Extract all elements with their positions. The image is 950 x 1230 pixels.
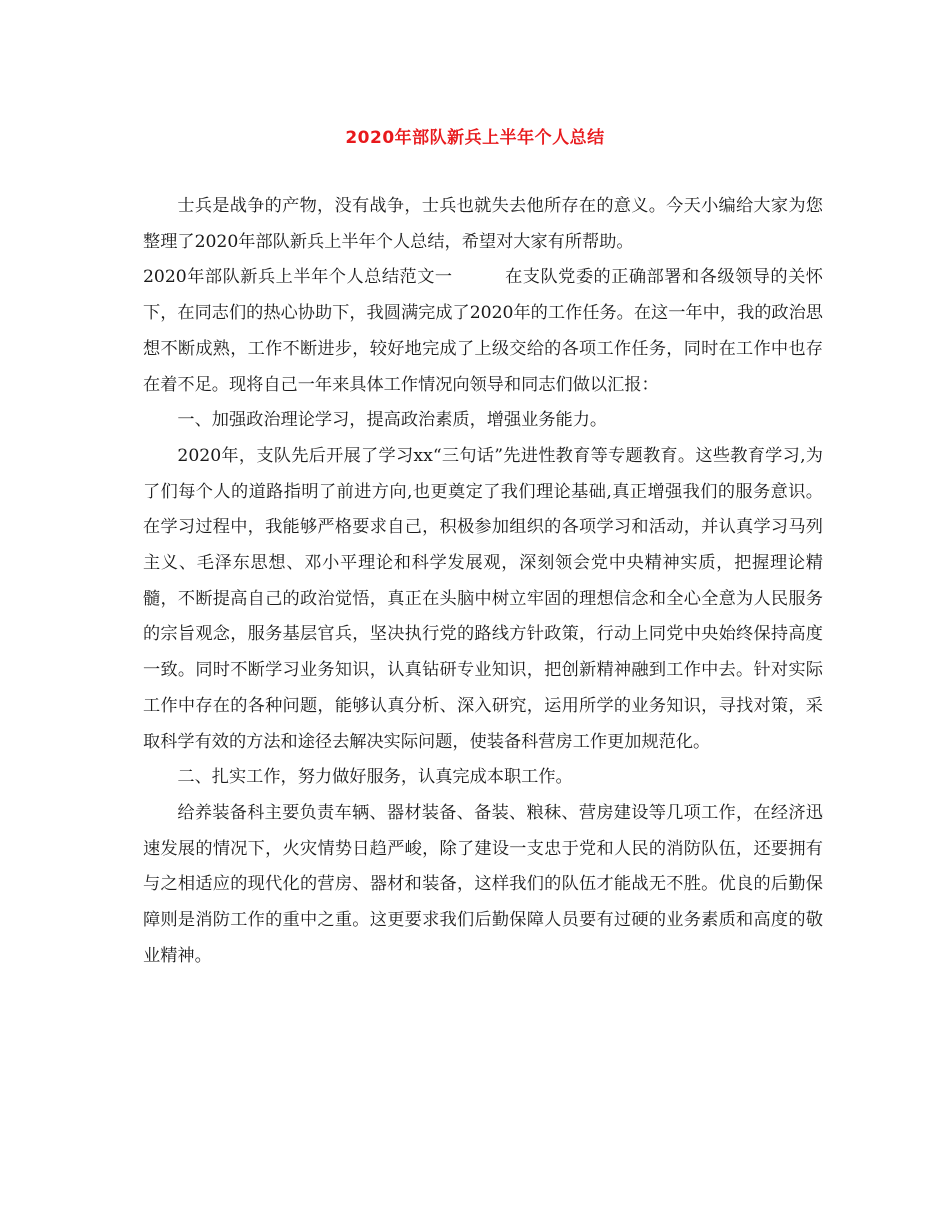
- section1-paragraph: 2020年，支队先后开展了学习xx“三句话”先进性教育等专题教育。这些教育学习,为了们每个人的道路指明了前进方向,也更奠定了我们理论基础,真正增强我们的服务意识。在学习过程中，我能够严格要求自己，积极参加组织的各项学习和活动，并认真学习马列主义、毛泽东思想、邓小平理论和科学发展观，深刻领会党中央精神实质，把握理论精髓，不断提高自己的政治觉悟，真正在头脑中树立牢固的理想信念和全心全意为人民服务的宗旨观念，服务基层官兵，坚决执行党的路线方针政策，行动上同党中央始终保持高度一致。同时不断学习业务知识，认真钻研专业知识，把创新精神融到工作中去。针对实际工作中存在的各种问题，能够认真分析、深入研究，运用所学的业务知识，寻找对策，采取科学有效的方法和途径去解决实际问题，使装备科营房工作更加规范化。: [143, 445, 823, 752]
- intro-paragraph: 士兵是战争的产物，没有战争，士兵也就失去他所存在的意义。今天小编给大家为您整理了2020年部队新兵上半年个人总结，希望对大家有所帮助。: [143, 196, 823, 252]
- section2-paragraph: 给养装备科主要负责车辆、器材装备、备装、粮秣、营房建设等几项工作，在经济迅速发展的情况下，火灾情势日趋严峻，除了建设一支忠于党和人民的消防队伍，还要拥有与之相适应的现代化的营房、器材和装备，这样我们的队伍才能战无不胜。优良的后勤保障则是消防工作的重中之重。这更要求我们后勤保障人员要有过硬的业务素质和高度的敬业精神。: [143, 802, 823, 966]
- document-body: [143, 189, 823, 974]
- section2-heading: 二、扎实工作，努力做好服务，认真完成本职工作。: [177, 767, 573, 788]
- section1-heading: 一、加强政治理论学习，提高政治素质，增强业务能力。: [177, 410, 608, 431]
- document-title: 2020年部队新兵上半年个人总结: [345, 128, 605, 148]
- sample-paragraph: [143, 260, 823, 403]
- sample-text: 在支队党委的正确部署和各级领导的关怀下，在同志们的热心协助下，我圆满完成了2020年的工作任务。在这一年中，我的政治思想不断成熟，工作不断进步，较好地完成了上级交给的各项工作任务，同时在工作中也存在着不足。现将自己一年来具体工作情况向领导和同志们做以汇报：: [143, 267, 823, 395]
- sample-heading: 2020年部队新兵上半年个人总结范文一: [143, 267, 453, 288]
